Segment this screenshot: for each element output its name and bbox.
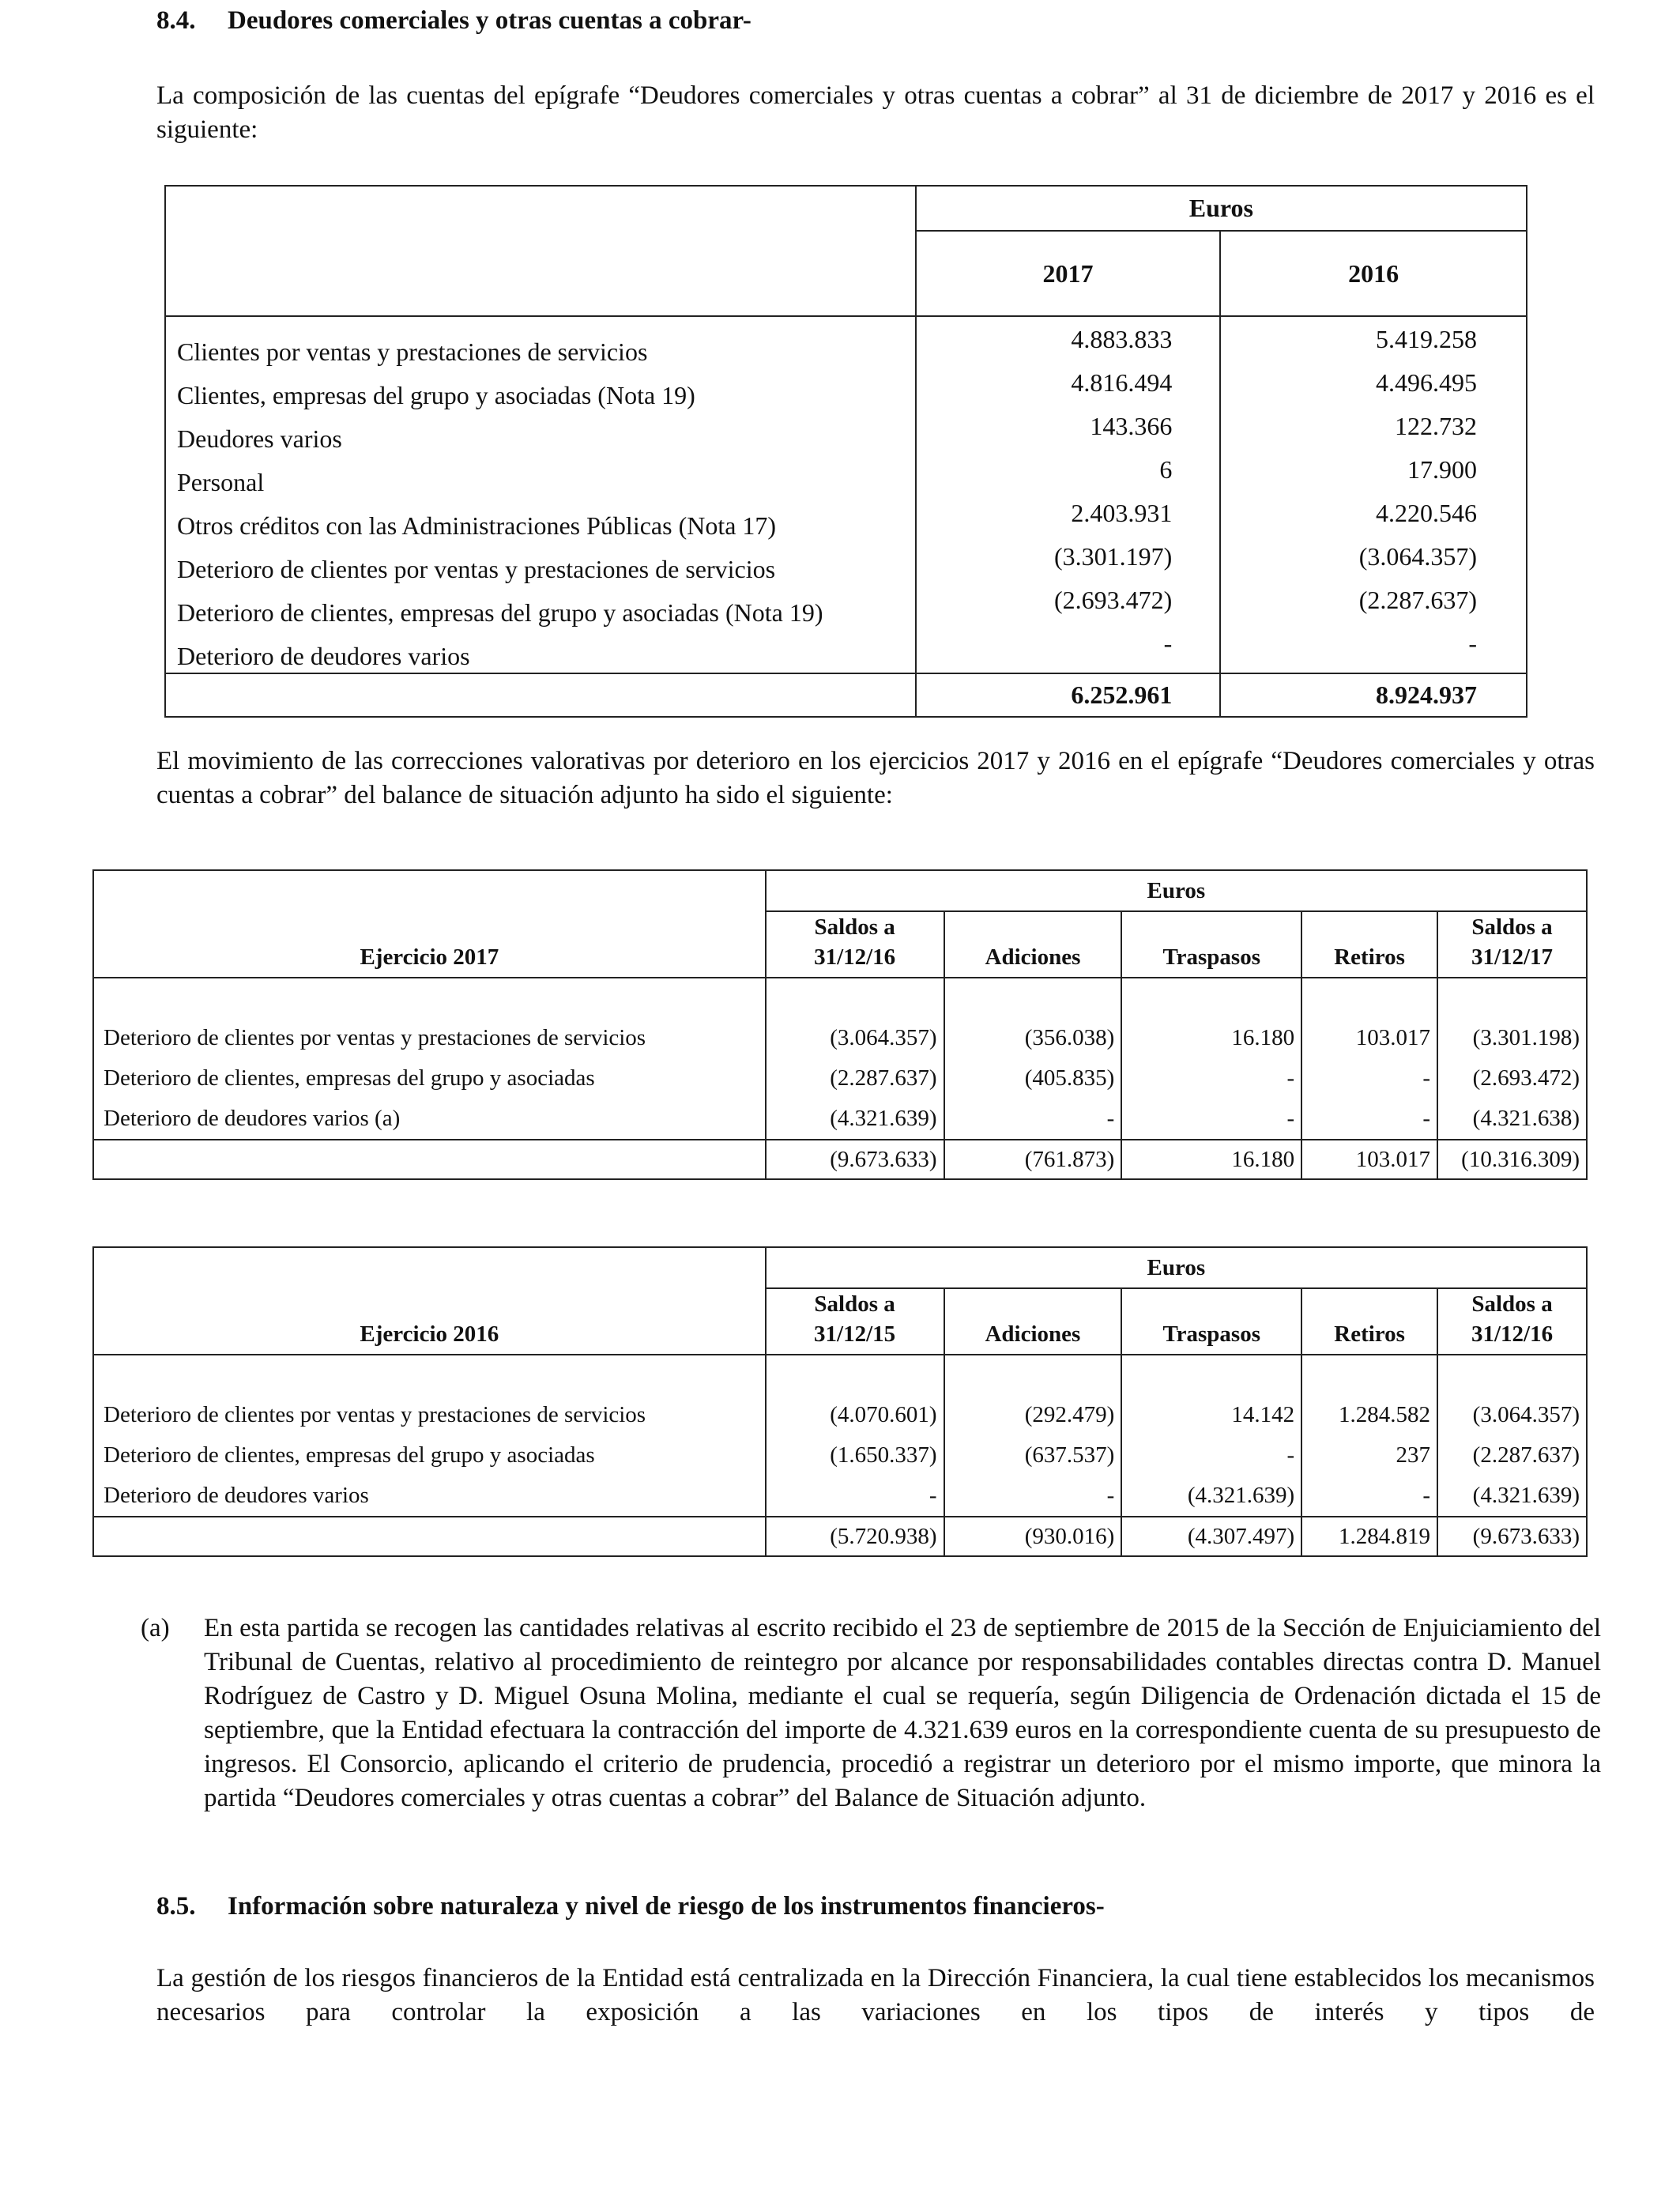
value-cell: - — [766, 1476, 944, 1517]
total-2016: 8.924.937 — [1220, 673, 1527, 717]
row-label: Otros créditos con las Administraciones Públicas (Nota 17) — [165, 499, 916, 542]
exercise-title: Ejercicio 2017 — [93, 870, 766, 978]
header-retiros: Retiros — [1301, 1288, 1437, 1355]
value-cell: - — [1121, 1099, 1301, 1140]
value-cell: - — [944, 1099, 1122, 1140]
value-cell: (3.301.198) — [1437, 1018, 1587, 1058]
value-cell: (4.321.639) — [1121, 1476, 1301, 1517]
value-cell: (2.287.637) — [766, 1058, 944, 1099]
row-label: Deterioro de clientes, empresas del grupo y asociadas (Nota 19) — [165, 586, 916, 629]
section-8-4-intro: La composición de las cuentas del epígrafe “Deudores comerciales y otras cuentas a cobrar” al 31 de diciembre de 2017 y 2016 es el siguiente: — [156, 81, 1595, 144]
table-row — [93, 1099, 1587, 1140]
row-label: Deudores varios — [165, 412, 916, 455]
total-2017: 6.252.961 — [916, 673, 1221, 717]
value-2016: 17.900 — [1220, 455, 1527, 499]
table-corner-cell — [165, 186, 916, 316]
value-2016: 4.220.546 — [1220, 499, 1527, 542]
value-cell: - — [1301, 1058, 1437, 1099]
section-8-4-heading — [156, 6, 751, 36]
value-2016: - — [1220, 629, 1527, 673]
movement-table-2016 — [92, 1246, 1588, 1557]
euros-header: Euros — [766, 870, 1587, 911]
value-cell: 1.284.582 — [1301, 1395, 1437, 1435]
section-title: Deudores comerciales y otras cuentas a cobrar- — [228, 6, 751, 35]
value-2016: (2.287.637) — [1220, 586, 1527, 629]
value-cell: 16.180 — [1121, 1018, 1301, 1058]
composition-table — [164, 185, 1527, 718]
value-2017: (2.693.472) — [916, 586, 1221, 629]
value-2017: - — [916, 629, 1221, 673]
row-label: Deterioro de clientes, empresas del grupo y asociadas — [93, 1058, 766, 1099]
total-cell: (4.307.497) — [1121, 1517, 1301, 1556]
section-8-5-intro: La gestión de los riesgos financieros de la Entidad está centralizada en la Dirección Financiera, la cual tiene establecidos los mecanismos necesarios para controlar la exposición a las variaciones en los tipos de interés y tipos de — [156, 1964, 1595, 2026]
total-cell: (9.673.633) — [1437, 1517, 1587, 1556]
value-cell: - — [944, 1476, 1122, 1517]
value-cell: - — [1121, 1058, 1301, 1099]
header-traspasos: Traspasos — [1121, 911, 1301, 978]
table-row — [93, 1476, 1587, 1517]
value-cell: - — [1121, 1435, 1301, 1476]
value-cell: 103.017 — [1301, 1018, 1437, 1058]
value-2017: 4.883.833 — [916, 325, 1221, 368]
value-2017: (3.301.197) — [916, 542, 1221, 586]
table-row — [165, 368, 1527, 412]
col-2017-header: 2017 — [916, 231, 1221, 316]
section-title: Información sobre naturaleza y nivel de riesgo de los instrumentos financieros- — [228, 1892, 1105, 1921]
value-2016: 4.496.495 — [1220, 368, 1527, 412]
value-cell: 237 — [1301, 1435, 1437, 1476]
value-2017: 6 — [916, 455, 1221, 499]
total-label-cell — [165, 673, 916, 717]
row-label: Clientes por ventas y prestaciones de servicios — [165, 325, 916, 368]
note-a-marker: (a) — [141, 1614, 170, 1642]
header-saldo-inicial: Saldos a 31/12/15 — [766, 1288, 944, 1355]
row-label: Deterioro de deudores varios (a) — [93, 1099, 766, 1140]
table-row — [165, 412, 1527, 455]
total-cell: (930.016) — [944, 1517, 1122, 1556]
table-row — [165, 455, 1527, 499]
value-2017: 4.816.494 — [916, 368, 1221, 412]
row-label: Deterioro de clientes por ventas y prestaciones de servicios — [165, 542, 916, 586]
value-cell: (4.321.638) — [1437, 1099, 1587, 1140]
row-label: Clientes, empresas del grupo y asociadas (Nota 19) — [165, 368, 916, 412]
value-cell: (4.321.639) — [1437, 1476, 1587, 1517]
exercise-title: Ejercicio 2016 — [93, 1247, 766, 1355]
total-cell: (9.673.633) — [766, 1140, 944, 1179]
total-cell: 16.180 — [1121, 1140, 1301, 1179]
section-8-5-heading — [156, 1892, 1105, 1921]
header-traspasos: Traspasos — [1121, 1288, 1301, 1355]
value-cell: 14.142 — [1121, 1395, 1301, 1435]
header-saldo-final: Saldos a 31/12/17 — [1437, 911, 1587, 978]
value-2017: 2.403.931 — [916, 499, 1221, 542]
value-cell: (4.070.601) — [766, 1395, 944, 1435]
table-row — [93, 1058, 1587, 1099]
header-saldo-final: Saldos a 31/12/16 — [1437, 1288, 1587, 1355]
value-cell: (4.321.639) — [766, 1099, 944, 1140]
note-a-text: En esta partida se recogen las cantidades relativas al escrito recibido el 23 de septiembre de 2015 de la Sección de Enjuiciamiento del Tribunal de Cuentas, relativo al procedimiento de reintegro por alcance por responsabilidades contables directas contra D. Manuel Rodríguez de Castro y D. Miguel Osuna Molina, mediante el cual se requería, según Diligencia de Ordenación dictada el 15 de septiembre, que la Entidad efectuara la contracción del importe de 4.321.639 euros en la correspondiente cuenta de su presupuesto de ingresos. El Consorcio, aplicando el criterio de prudencia, procedió a registrar un deterioro por el mismo importe, que minora la partida “Deudores comerciales y otras cuentas a cobrar” del Balance de Situación adjunto. — [204, 1614, 1601, 1812]
section-number: 8.5. — [156, 1892, 196, 1921]
total-cell: (5.720.938) — [766, 1517, 944, 1556]
value-2017: 143.366 — [916, 412, 1221, 455]
table-row — [165, 629, 1527, 673]
value-2016: 5.419.258 — [1220, 325, 1527, 368]
header-retiros: Retiros — [1301, 911, 1437, 978]
value-cell: (405.835) — [944, 1058, 1122, 1099]
table-row — [93, 1435, 1587, 1476]
header-adiciones: Adiciones — [944, 1288, 1122, 1355]
value-cell: (2.693.472) — [1437, 1058, 1587, 1099]
total-cell: 1.284.819 — [1301, 1517, 1437, 1556]
table-row — [165, 542, 1527, 586]
euros-header: Euros — [766, 1247, 1587, 1288]
row-label: Deterioro de deudores varios — [93, 1476, 766, 1517]
value-2016: 122.732 — [1220, 412, 1527, 455]
movement-table-2017 — [92, 869, 1588, 1180]
value-cell: (1.650.337) — [766, 1435, 944, 1476]
movement-intro: El movimiento de las correcciones valorativas por deterioro en los ejercicios 2017 y 2016 en el epígrafe “Deudores comerciales y otras cuentas a cobrar” del balance de situación adjunto ha sido el siguiente: — [156, 747, 1595, 809]
value-cell: (2.287.637) — [1437, 1435, 1587, 1476]
header-saldo-inicial: Saldos a 31/12/16 — [766, 911, 944, 978]
total-cell: (761.873) — [944, 1140, 1122, 1179]
total-cell: (10.316.309) — [1437, 1140, 1587, 1179]
table-row — [93, 1018, 1587, 1058]
col-2016-header: 2016 — [1220, 231, 1527, 316]
table-row — [165, 325, 1527, 368]
value-cell: (3.064.357) — [766, 1018, 944, 1058]
table-row — [165, 586, 1527, 629]
row-label: Personal — [165, 455, 916, 499]
total-cell: 103.017 — [1301, 1140, 1437, 1179]
table-row — [93, 1395, 1587, 1435]
value-cell: - — [1301, 1099, 1437, 1140]
row-label: Deterioro de clientes por ventas y prestaciones de servicios — [93, 1395, 766, 1435]
table-row — [165, 499, 1527, 542]
row-label: Deterioro de clientes por ventas y prestaciones de servicios — [93, 1018, 766, 1058]
total-label-cell — [93, 1517, 766, 1556]
section-number: 8.4. — [156, 6, 196, 35]
value-cell: (292.479) — [944, 1395, 1122, 1435]
row-label: Deterioro de deudores varios — [165, 629, 916, 673]
header-adiciones: Adiciones — [944, 911, 1122, 978]
value-cell: - — [1301, 1476, 1437, 1517]
value-2016: (3.064.357) — [1220, 542, 1527, 586]
value-cell: (637.537) — [944, 1435, 1122, 1476]
euros-header: Euros — [916, 186, 1527, 231]
total-label-cell — [93, 1140, 766, 1179]
row-label: Deterioro de clientes, empresas del grupo y asociadas — [93, 1435, 766, 1476]
value-cell: (3.064.357) — [1437, 1395, 1587, 1435]
value-cell: (356.038) — [944, 1018, 1122, 1058]
